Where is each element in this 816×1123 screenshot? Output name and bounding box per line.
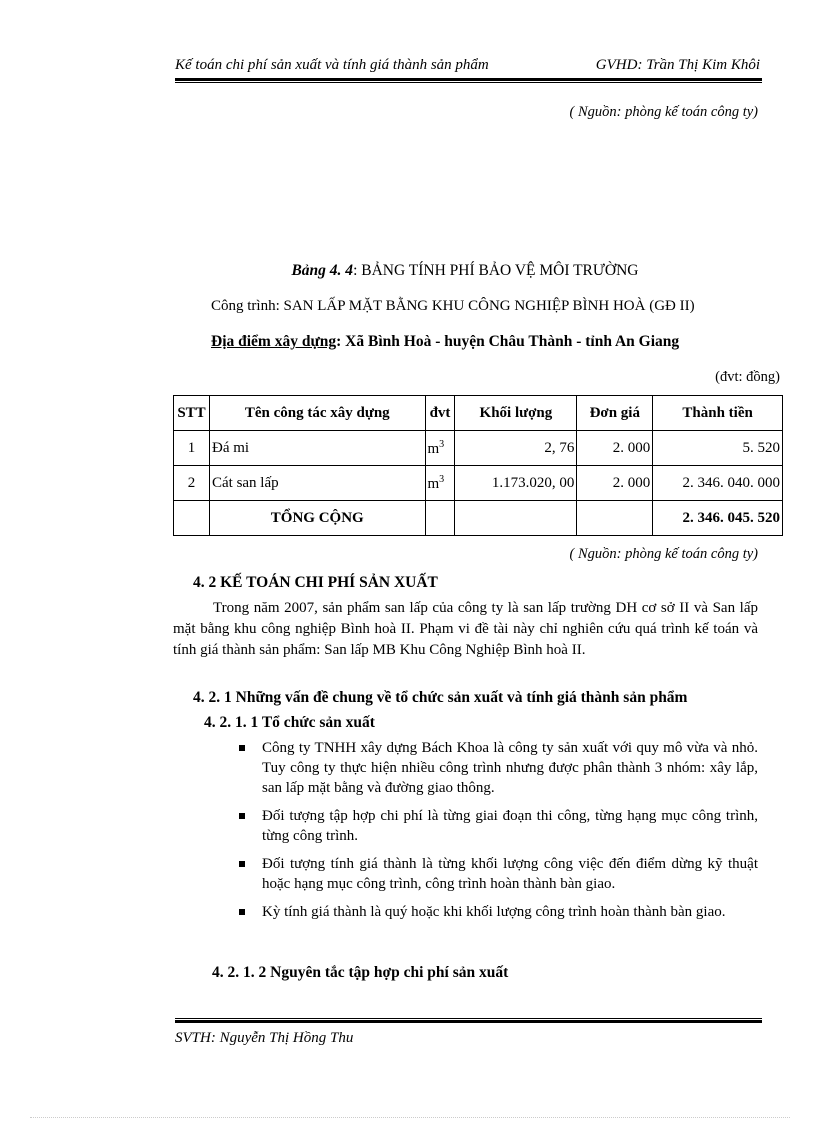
cell-unit bbox=[425, 431, 455, 466]
table-title-text: : BẢNG TÍNH PHÍ BẢO VỆ MÔI TRƯỜNG bbox=[353, 262, 639, 279]
section-heading-4-2-1-1: 4. 2. 1. 1 Tổ chức sản xuất bbox=[204, 714, 375, 731]
empty-cell bbox=[455, 501, 577, 536]
header-advisor: GVHD: Trần Thị Kim Khôi bbox=[595, 57, 760, 73]
col-stt: STT bbox=[174, 396, 210, 431]
table-row bbox=[174, 466, 783, 501]
bullet-list bbox=[230, 738, 758, 930]
cell-price: 2. 000 bbox=[577, 466, 653, 501]
total-label: TỔNG CỘNG bbox=[209, 501, 425, 536]
section-heading-4-2: 4. 2 KẾ TOÁN CHI PHÍ SẢN XUẤT bbox=[193, 574, 438, 591]
table-header-row bbox=[174, 396, 783, 431]
table-title bbox=[0, 262, 816, 280]
header-divider bbox=[175, 78, 762, 83]
empty-cell bbox=[174, 501, 210, 536]
table-title-label: Bảng 4. 4 bbox=[291, 262, 354, 279]
section-heading-4-2-1: 4. 2. 1 Những vấn đề chung về tổ chức sản xuất và tính giá thành sản phẩm bbox=[193, 689, 688, 706]
cell-total: 5. 520 bbox=[653, 431, 783, 466]
col-total: Thành tiền bbox=[653, 396, 783, 431]
list-item: Công ty TNHH xây dựng Bách Khoa là công ty sản xuất với quy mô vừa và nhỏ. Tuy công ty thực hiện nhiều công trình nhưng được phân thành 3 nhóm: xây lắp, san lấp mặt bằng và đường giao thông. bbox=[230, 738, 758, 798]
table-total-row bbox=[174, 501, 783, 536]
project-name: Công trình: SAN LẤP MẶT BẰNG KHU CÔNG NGHIỆP BÌNH HOÀ (GĐ II) bbox=[211, 298, 695, 314]
cell-stt: 1 bbox=[174, 431, 210, 466]
location-label: Địa điểm xây dựng bbox=[211, 333, 337, 350]
section-heading-4-2-1-2: 4. 2. 1. 2 Nguyên tắc tập hợp chi phí sản xuất bbox=[212, 964, 509, 981]
list-item: Đối tượng tập hợp chi phí là từng giai đoạn thi công, từng hạng mục công trình, từng công trình. bbox=[230, 806, 758, 846]
unit-sup: 3 bbox=[439, 438, 445, 450]
cell-qty: 1.173.020, 00 bbox=[455, 466, 577, 501]
page-edge bbox=[30, 1117, 790, 1118]
unit-text: m bbox=[427, 440, 440, 457]
intro-paragraph: Trong năm 2007, sản phẩm san lấp của công ty là san lấp trường DH cơ sở II và San lấp mặt bằng khu công nghiệp Bình hoà II. Phạm vi đề tài này chỉ nghiên cứu quá trình kế toán và tính giá thành sản phẩm: San lấp MB Khu Công Nghiệp Bình hoà II. bbox=[173, 600, 758, 658]
col-name: Tên công tác xây dựng bbox=[209, 396, 425, 431]
fee-table bbox=[173, 395, 783, 536]
col-unit: đvt bbox=[425, 396, 455, 431]
source-note-bottom: ( Nguồn: phòng kế toán công ty) bbox=[569, 546, 758, 562]
cell-price: 2. 000 bbox=[577, 431, 653, 466]
project-location bbox=[211, 333, 679, 351]
page-footer: SVTH: Nguyễn Thị Hồng Thu bbox=[175, 1030, 354, 1046]
unit-note: (đvt: đồng) bbox=[715, 369, 780, 385]
unit-sup: 3 bbox=[439, 473, 445, 485]
list-item: Đối tượng tính giá thành là từng khối lượng công việc đến điểm dừng kỹ thuật hoặc hạng mục công trình, công trình hoàn thành bàn giao. bbox=[230, 854, 758, 894]
page-header bbox=[175, 57, 760, 74]
col-price: Đơn giá bbox=[577, 396, 653, 431]
col-qty: Khối lượng bbox=[455, 396, 577, 431]
cell-total: 2. 346. 040. 000 bbox=[653, 466, 783, 501]
source-note-top: ( Nguồn: phòng kế toán công ty) bbox=[569, 104, 758, 120]
location-value: : Xã Bình Hoà - huyện Châu Thành - tỉnh An Giang bbox=[336, 333, 680, 350]
table-row bbox=[174, 431, 783, 466]
cell-stt: 2 bbox=[174, 466, 210, 501]
list-item: Kỳ tính giá thành là quý hoặc khi khối lượng công trình hoàn thành bàn giao. bbox=[230, 902, 758, 922]
footer-divider bbox=[175, 1018, 762, 1023]
empty-cell bbox=[577, 501, 653, 536]
empty-cell bbox=[425, 501, 455, 536]
unit-text: m bbox=[427, 475, 440, 492]
cell-qty: 2, 76 bbox=[455, 431, 577, 466]
header-title: Kế toán chi phí sản xuất và tính giá thành sản phẩm bbox=[175, 57, 489, 73]
cell-name: Đá mi bbox=[209, 431, 425, 466]
cell-name: Cát san lấp bbox=[209, 466, 425, 501]
cell-unit bbox=[425, 466, 455, 501]
total-value: 2. 346. 045. 520 bbox=[653, 501, 783, 536]
